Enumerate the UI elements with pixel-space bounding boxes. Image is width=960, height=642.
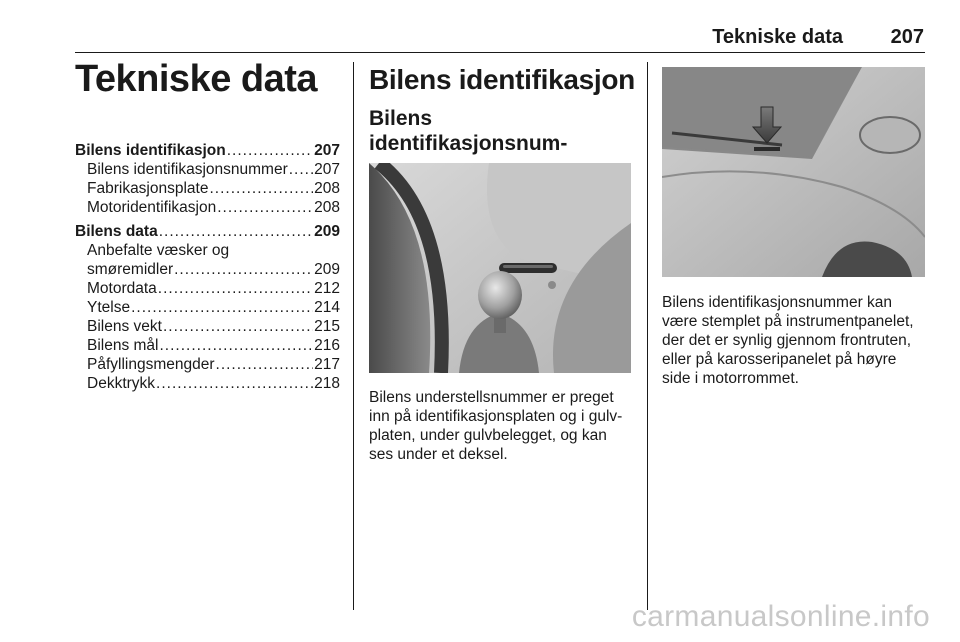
body-line: side i motorrommet. bbox=[662, 370, 799, 387]
toc-page: 207 bbox=[314, 161, 340, 178]
toc-label: Bilens vekt bbox=[87, 318, 162, 335]
toc-page: 217 bbox=[314, 356, 340, 373]
toc-leader-dots bbox=[156, 374, 313, 393]
toc-leader-dots bbox=[159, 222, 313, 241]
toc-label: smøremidler bbox=[87, 261, 174, 278]
toc-entry-engine-id[interactable] bbox=[75, 198, 340, 217]
watermark: carmanualsonline.info bbox=[631, 600, 930, 633]
body-line: Bilens identifikasjonsnummer kan bbox=[662, 294, 893, 311]
toc-page: 208 bbox=[314, 199, 340, 216]
header-rule bbox=[75, 52, 925, 53]
toc-leader-dots bbox=[160, 336, 314, 355]
toc-label: Påfyllingsmengder bbox=[87, 356, 215, 373]
toc-entry-vehicle-dimensions[interactable] bbox=[75, 336, 340, 355]
toc-entry-capacities[interactable] bbox=[75, 355, 340, 374]
toc-group-identification bbox=[75, 141, 340, 217]
toc-leader-dots bbox=[209, 179, 313, 198]
table-of-contents bbox=[75, 141, 340, 393]
body-line: platen, under gulvbelegget, og kan bbox=[369, 427, 607, 444]
toc-page: 208 bbox=[314, 180, 340, 197]
toc-label-line2-row bbox=[75, 260, 340, 279]
running-header-title: Tekniske data bbox=[712, 26, 843, 48]
toc-page: 209 bbox=[314, 223, 340, 240]
toc-entry-vehicle-identification[interactable] bbox=[75, 141, 340, 160]
page-number: 207 bbox=[890, 26, 924, 48]
toc-entry-tyre-pressure[interactable] bbox=[75, 374, 340, 393]
toc-entry-vehicle-weight[interactable] bbox=[75, 317, 340, 336]
column-divider-right bbox=[647, 62, 648, 610]
vin-dashboard-description bbox=[662, 293, 930, 388]
toc-leader-dots bbox=[289, 160, 313, 179]
toc-entry-engine-data[interactable] bbox=[75, 279, 340, 298]
body-line: der det er synlig gjennom frontruten, bbox=[662, 332, 911, 349]
toc-page: 216 bbox=[314, 337, 340, 354]
toc-group-vehicle-data bbox=[75, 222, 340, 393]
toc-leader-dots bbox=[131, 298, 313, 317]
toc-label: Motordata bbox=[87, 280, 157, 297]
toc-leader-dots bbox=[217, 198, 313, 217]
vin-dashboard-illustration bbox=[662, 67, 925, 277]
toc-entry-performance[interactable] bbox=[75, 298, 340, 317]
toc-entry-vin[interactable] bbox=[75, 160, 340, 179]
vin-floor-description bbox=[369, 388, 637, 464]
toc-page: 207 bbox=[314, 142, 340, 159]
toc-leader-dots bbox=[216, 355, 314, 374]
body-line: være stemplet på instrumentpanelet, bbox=[662, 313, 914, 330]
toc-label: Motoridentifikasjon bbox=[87, 199, 217, 216]
vin-floor-photo bbox=[369, 163, 631, 373]
chapter-title: Tekniske data bbox=[75, 58, 318, 100]
toc-label-line1: Anbefalte væsker og bbox=[87, 242, 230, 259]
toc-label: Fabrikasjonsplate bbox=[87, 180, 209, 197]
body-line: inn på identifikasjonsplaten og i gulv- bbox=[369, 408, 623, 425]
toc-page: 212 bbox=[314, 280, 340, 297]
section-title: Bilens identifikasjon bbox=[369, 64, 635, 95]
toc-label: Bilens identifikasjon bbox=[75, 142, 226, 159]
toc-entry-fluids-lubricants[interactable] bbox=[75, 241, 340, 279]
body-line: ses under et deksel. bbox=[369, 446, 508, 463]
toc-page: 218 bbox=[314, 375, 340, 392]
body-line: eller på karosseripanelet på høyre bbox=[662, 351, 897, 368]
toc-leader-dots bbox=[158, 279, 313, 298]
toc-page: 209 bbox=[314, 261, 340, 278]
body-line: Bilens understellsnummer er preget bbox=[369, 389, 614, 406]
subsection-title-line1: Bilens identifikasjonsnum- bbox=[369, 107, 568, 155]
toc-label: Bilens data bbox=[75, 223, 158, 240]
toc-label: Ytelse bbox=[87, 299, 131, 316]
toc-page: 214 bbox=[314, 299, 340, 316]
vin-floor-illustration bbox=[369, 163, 631, 373]
vin-dashboard-photo bbox=[662, 67, 925, 277]
toc-page: 215 bbox=[314, 318, 340, 335]
toc-entry-id-plate[interactable] bbox=[75, 179, 340, 198]
toc-leader-dots bbox=[163, 317, 313, 336]
toc-label: Bilens identifikasjonsnummer bbox=[87, 161, 288, 178]
toc-label: Dekktrykk bbox=[87, 375, 156, 392]
toc-leader-dots bbox=[227, 141, 313, 160]
column-divider-left bbox=[353, 62, 354, 610]
toc-leader-dots bbox=[174, 260, 313, 279]
toc-label: Bilens mål bbox=[87, 337, 159, 354]
toc-entry-vehicle-data[interactable] bbox=[75, 222, 340, 241]
